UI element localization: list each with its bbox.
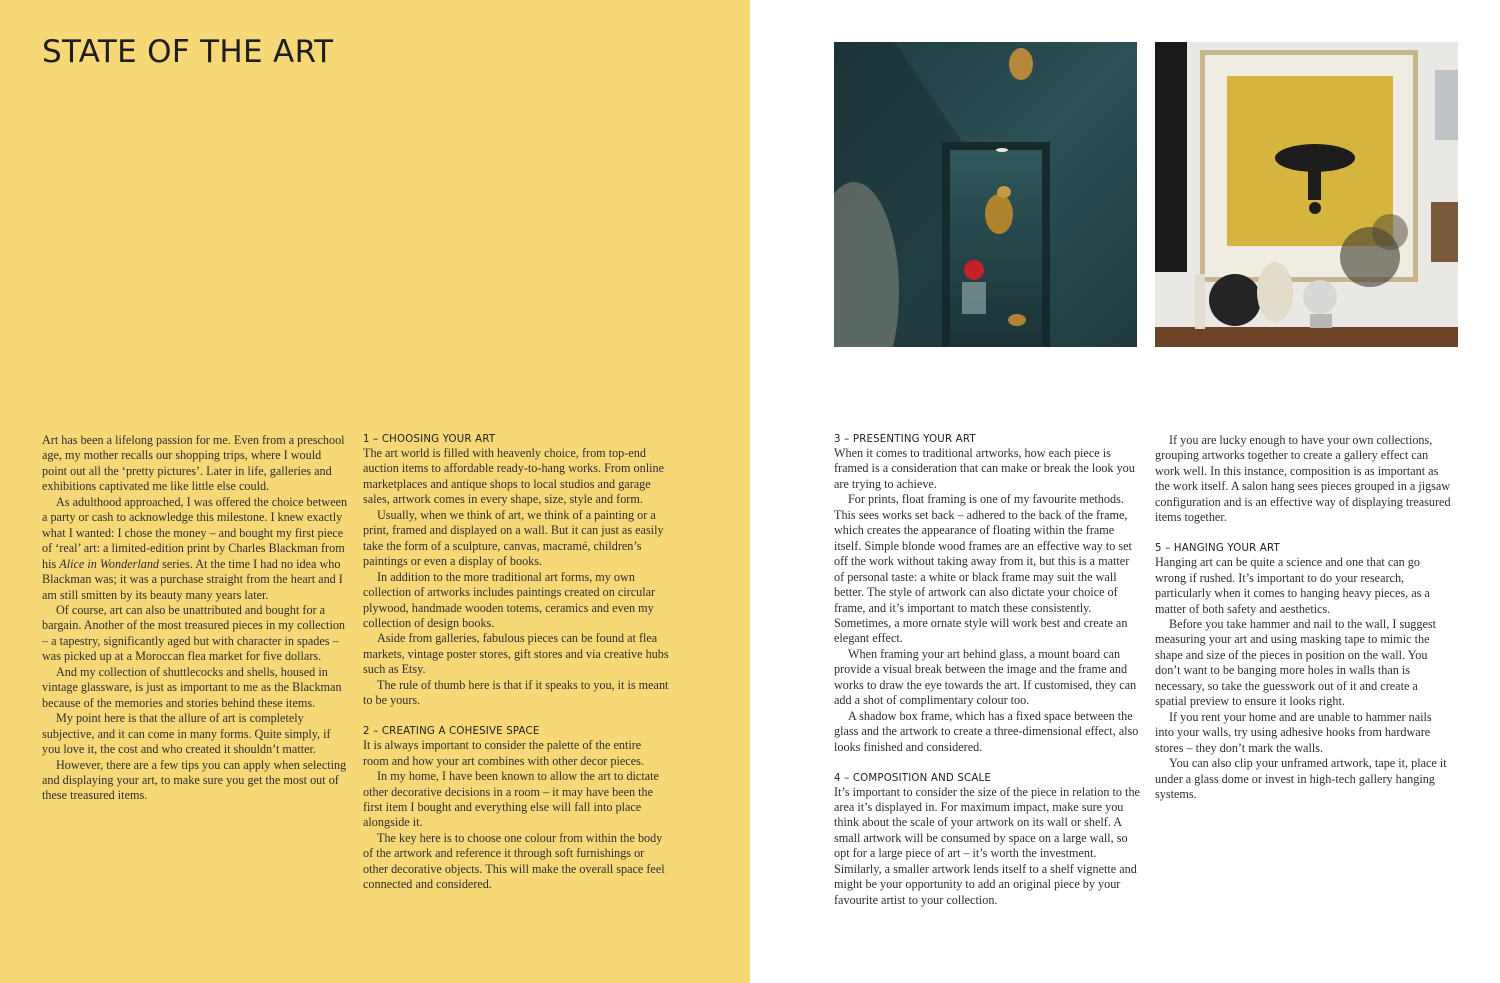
section-heading-hanging: 5 – HANGING YOUR ART [1155, 543, 1280, 555]
photo-framed-art-shelf [1155, 42, 1458, 347]
intro-paragraph: Of course, art can also be unattributed and bought for a bargain. Another of the most treasured pieces in my collection – a tapestry, significantly aged but with character in spades – was picked up at a Moroccan flea market for five dollars. [42, 602, 346, 664]
section-paragraph: For prints, float framing is one of my favourite methods. This sees works set back – adhered to the back of the frame, which creates the appearance of floating within the frame itself. Simple blonde wood frames are an effective way to set off the work without taking away from it, but this is a matter of personal taste: a white or black frame may suit the wall better. The style of artwork can also dictate your choice of frame, and it’s important to match these consistently. Sometimes, a more ornate style will work best and create an elegant effect. [834, 492, 1132, 646]
section-paragraph: Before you take hammer and nail to the wall, I suggest measuring your art and using masking tape to mimic the shape and size of the pieces in position on the wall. You don’t want to be banging more holes in walls than is necessary, so take the guesswork out of it and create a spatial preview to ensure it looks right. [1155, 616, 1437, 709]
photo-niche-beetles [834, 42, 1137, 347]
section-paragraph: Usually, when we think of art, we think of a painting or a print, framed and displayed on a wall. But it can just as easily take the form of a sculpture, canvas, macramé, children’s paintings or even a display of books. [363, 507, 664, 569]
section-paragraph: When framing your art behind glass, a mount board can provide a visual break between the image and the frame and works to draw the eye towards the art. If customised, they can add a shot of complimentary colour too. [834, 646, 1137, 708]
section-heading-presenting: 3 – PRESENTING YOUR ART [834, 434, 976, 445]
section-paragraph: When it comes to traditional artworks, how each piece is framed is a consideration that can make or break the look you are trying to achieve. [834, 446, 1135, 491]
section-paragraph: The art world is filled with heavenly choice, from top-end auction items to affordable ready-to-hang works. From online marketplaces and antique shops to local studios and garage sales, artwork comes in every shape, size, style and form. [363, 446, 664, 507]
page-title: STATE OF THE ART [42, 34, 334, 70]
section-paragraph: If you rent your home and are unable to hammer nails into your walls, try using adhesive hooks from hardware stores – they don’t mark the walls. [1155, 709, 1432, 755]
section-heading-cohesive: 2 – CREATING A COHESIVE SPACE [363, 726, 540, 738]
shelf-illustration [1155, 42, 1458, 347]
section-heading-choosing: 1 – CHOOSING YOUR ART [363, 434, 496, 445]
intro-paragraph: Art has been a lifelong passion for me. Even from a preschool age, my mother recalls our shopping trips, where I would point out all the ‘pretty pictures’. Later in life, galleries and exhibitions captivated me like little else could. [42, 433, 345, 494]
section-paragraph: In my home, I have been known to allow the art to dictate other decorative decisions in a room – it may have been the first item I bought and everything else will fall into place alongside it. [363, 769, 659, 830]
section-paragraph: The key here is to choose one colour from within the body of the artwork and reference it through soft furnishings or other decorative objects. This will make the overall space feel connected and considered. [363, 830, 665, 892]
sections-column-3 [834, 432, 1140, 908]
section-paragraph: It’s important to consider the size of the piece in relation to the area it’s displayed in. For maximum impact, make sure you think about the scale of your artwork on its wall or shelf. A small artwork will be consumed by space on a large wall, so opt for a large piece of art – it’s worth the investment. Similarly, a smaller artwork lends itself to a shelf vignette and might be your opportunity to add an original piece by your favourite artist to your collection. [834, 784, 1140, 907]
section-paragraph: It is always important to consider the palette of the entire room and how your art combines with other decor pieces. [363, 738, 644, 768]
section-paragraph: Aside from galleries, fabulous pieces can be found at flea markets, vintage poster stores, gift stores and via creative hubs such as Etsy. [363, 631, 669, 677]
section-paragraph: You can also clip your unframed artwork, tape it, place it under a glass dome or invest in high-tech gallery hanging systems. [1155, 756, 1447, 801]
intro-column [42, 432, 348, 804]
intro-paragraph: However, there are a few tips you can apply when selecting and displaying your art, to make sure you get the most out of these treasured items. [42, 757, 347, 803]
section-paragraph: The rule of thumb here is that if it speaks to you, it is meant to be yours. [363, 677, 669, 708]
section-paragraph: If you are lucky enough to have your own collections, grouping artworks together to create a gallery effect can work well. In this instance, composition is as important as the work itself. A salon hang sees pieces grouped in a jigsaw configuration and is an effective way of displaying treasured items together. [1155, 433, 1451, 525]
niche-illustration [834, 42, 1137, 347]
intro-paragraph: As adulthood approached, I was offered the choice between a party or cash to acknowledge this milestone. I knew exactly what I wanted: I chose the money – and bought my first piece of ‘real’ art: a limited-edition print by Charles Blackman from his Alice in Wonderland series. At the time I had no idea who Blackman was; it was a purchase straight from the heart and I am still smitten by its beauty many years later. [42, 494, 348, 602]
section-paragraph: Hanging art can be quite a science and one that can go wrong if rushed. It’s important to do your research, particularly when it comes to hanging heavy pieces, as a matter of both safety and aesthetics. [1155, 555, 1430, 616]
book-title: Alice in Wonderland [59, 556, 160, 571]
section-heading-composition: 4 – COMPOSITION AND SCALE [834, 772, 992, 784]
intro-paragraph: And my collection of shuttlecocks and shells, housed in vintage glassware, is just as important to me as the Blackman because of the memories and stories behind these items. [42, 664, 342, 710]
section-paragraph: In addition to the more traditional art forms, my own collection of artworks includes paintings created on circular plywood, handmade wooden totems, ceramics and even my collection of design books. [363, 569, 656, 630]
intro-paragraph: My point here is that the allure of art is completely subjective, and it can come in many forms. Quite simply, if you love it, the cost and who created it shouldn’t matter. [42, 711, 331, 757]
sections-column-4 [1155, 432, 1451, 802]
sections-column-2 [363, 432, 669, 893]
section-paragraph: A shadow box frame, which has a fixed space between the glass and the artwork to create a three-dimensional effect, also looks finished and considered. [834, 708, 1139, 754]
